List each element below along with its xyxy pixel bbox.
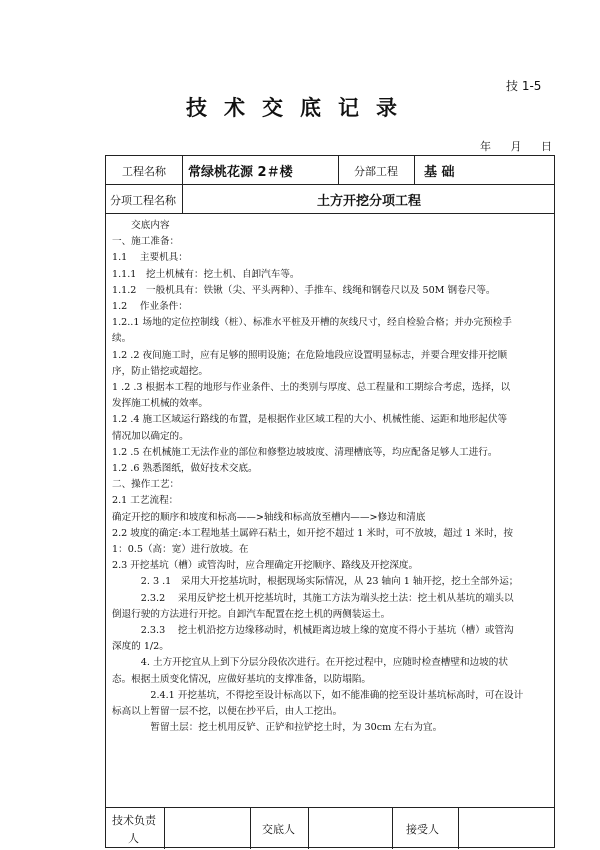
col-divider: [414, 156, 415, 184]
col-divider: [182, 156, 183, 184]
handover-content: [106, 214, 556, 737]
content-line: 标高以上暂留一层不挖，以便在抄平后，由人工挖出。: [112, 706, 343, 717]
date-row: [480, 138, 568, 154]
content-line: 2.4.1 开挖基坑，不得挖至设计标高以下，如不能准确的挖至设计基坑标高时，可在设计: [112, 689, 524, 701]
subitem-value: 土方开挖分项工程: [316, 194, 421, 209]
content-line: 1 .2 .3 根据本工程的地形与作业条件、土的类别与厚度、总工程量和工期综合考虑，选择，以: [112, 382, 511, 393]
content-line: 一、施工准备：: [112, 236, 180, 248]
content-line: 1.2 .6 熟悉图纸，做好技术交底。: [112, 463, 258, 474]
content-line: 序，防止错挖或超挖。: [112, 365, 208, 377]
col-divider: [308, 807, 309, 849]
content-line: 1：0.5（高：宽）进行放坡。在: [112, 544, 249, 555]
content-line: 态。根据土质变化情况，应做好基坑的支撑准备，以防塌陷。: [112, 673, 372, 685]
handover-person-label: 交底人: [262, 823, 295, 836]
content-line: 2. 3 .1 采用大开挖基坑时，根据现场实际情况，从 23 轴向 1 轴开挖，挖土全部外运；: [112, 576, 519, 588]
date-day: 日: [541, 140, 552, 153]
col-divider: [458, 807, 459, 849]
date-year: 年: [480, 140, 491, 153]
content-line: 深度的 1/2。: [112, 641, 169, 653]
content-line: 2.1 工艺流程：: [112, 495, 179, 507]
division-value: 基 础: [424, 165, 455, 180]
subitem-label: 分项工程名称: [110, 194, 176, 207]
receiver-label: 接受人: [406, 823, 439, 836]
content-line: 2.3.2 采用反铲挖土机开挖基坑时，其施工方法为端头挖土法：挖土机从基坑的端头以: [112, 592, 514, 604]
content-line: 1.1.2 一般机具有：铁锹（尖、平头两种）、手推车、线绳和钢卷尺以及 50M 钢卷尺等。: [112, 284, 496, 296]
content-line: 二、操作工艺：: [112, 479, 180, 491]
content-line: 1.1.1 挖土机械有：挖土机、自卸汽车等。: [112, 268, 300, 280]
doc-code: 技 1-5: [506, 79, 542, 93]
tech-lead-label: 技术负责: [112, 814, 156, 827]
page-title: 技术交底记录: [186, 96, 414, 120]
content-line: 2.3.3 挖土机沿挖方边缘移动时，机械距离边坡上缘的宽度不得小于基坑（槽）或管沟: [112, 625, 514, 636]
col-divider: [250, 807, 251, 849]
record-table: [105, 155, 555, 848]
tech-lead-label-2: 人: [128, 832, 139, 845]
content-line: 1.2 作业条件：: [112, 301, 188, 312]
project-name-label: 工程名称: [122, 165, 166, 178]
division-label: 分部工程: [354, 165, 398, 178]
col-divider: [338, 156, 339, 184]
content-line: 倒退行驶的方法进行开挖。自卸汽车配置在挖土机的两侧装运土。: [112, 608, 391, 620]
content-line: 1.2 .5 在机械施工无法作业的部位和修整边坡坡度、清理槽底等，均应配备足够人工进行。: [112, 446, 498, 458]
date-month: 月: [510, 140, 522, 153]
content-line: 发挥施工机械的效率。: [112, 398, 208, 410]
row-divider: [106, 807, 554, 808]
content-line: 2.3 开挖基坑（槽）或管沟时，应合理确定开挖顺序、路线及开挖深度。: [112, 560, 419, 572]
col-divider: [164, 807, 165, 849]
col-divider: [392, 807, 393, 849]
content-line: 1.2..1 场地的定位控制线（桩）、标准水平桩及开槽的灰线尺寸，经自检验合格；并办完预检手: [112, 317, 512, 329]
row-divider: [106, 184, 554, 185]
content-line: 情况加以确定的。: [112, 430, 189, 442]
project-name-value: 常绿桃花源 2＃楼: [188, 165, 293, 180]
content-line: 1.2 .4 施工区域运行路线的布置，是根据作业区域工程的大小、机械性能、运距和地形起伏等: [112, 414, 508, 426]
content-line: 4. 土方开挖宜从上到下分层分段依次进行。在开挖过程中，应随时检查槽壁和边坡的状: [112, 657, 508, 669]
content-line: 交底内容: [112, 220, 170, 231]
content-line: 1.2 .2 夜间施工时，应有足够的照明设施；在危险地段应设置明显标志，并要合理安排开挖顺: [112, 349, 508, 361]
content-line: 1.1 主要机具：: [112, 252, 188, 264]
content-line: 2.2 坡度的确定:本工程地基土属碎石粘土，如开挖不超过 1 米时，可不放坡，超过 1 米时，按: [112, 527, 513, 539]
content-line: 暂留土层：挖土机用反铲、正铲和拉铲挖土时，为 30cm 左右为宜。: [112, 722, 443, 734]
content-line: 续。: [112, 333, 132, 345]
content-line: 确定开挖的顺序和坡度和标高——>轴线和标高放至槽内——>修边和清底: [112, 511, 426, 523]
